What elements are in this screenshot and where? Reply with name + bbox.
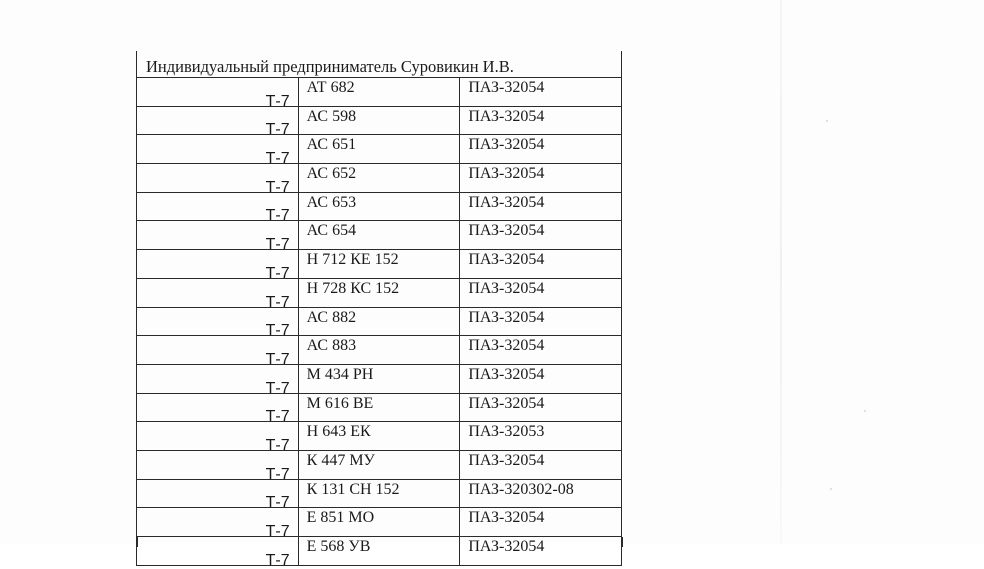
bus-model-cell: ПАЗ-32054: [460, 450, 622, 479]
route-label: Т-7: [265, 523, 290, 540]
plate-number-cell: Е 568 УВ: [298, 537, 460, 566]
route-cell: [137, 250, 299, 282]
bus-model-cell: ПАЗ-32054: [460, 135, 622, 164]
route-label: Т-7: [265, 207, 290, 225]
route-cell: [137, 393, 299, 426]
plate-number-cell: АС 883: [298, 336, 460, 365]
bus-model-cell: ПАЗ-32054: [460, 164, 622, 193]
bus-model-cell: ПАЗ-32054: [460, 307, 622, 336]
plate-number-cell: Е 851 МО: [298, 508, 460, 537]
plate-number-cell: Н 643 ЕК: [298, 422, 460, 451]
plate-number-cell: АС 654: [298, 221, 460, 250]
table-row: [137, 164, 622, 193]
table-row: [137, 250, 622, 279]
bus-model-cell: ПАЗ-32054: [460, 278, 622, 307]
table-row: [137, 135, 622, 164]
table-row: [137, 307, 622, 336]
plate-number-cell: М 616 ВЕ: [298, 393, 460, 422]
scan-speck: [864, 410, 866, 412]
table-row: [137, 192, 622, 221]
route-cell: [137, 422, 299, 454]
plate-number-cell: АС 882: [298, 307, 460, 336]
scan-speck: [830, 488, 832, 490]
route-cell: [137, 221, 299, 254]
plate-number-cell: АТ 682: [298, 78, 460, 107]
route-label: Т-7: [265, 236, 290, 254]
plate-number-cell: АС 651: [298, 135, 460, 164]
plate-number-cell: Н 728 КС 152: [298, 278, 460, 307]
route-cell: [137, 364, 299, 397]
route-cell: [137, 164, 299, 196]
table-row: [137, 364, 622, 393]
route-cell: [137, 508, 299, 540]
route-cell: [137, 479, 299, 512]
route-label: Т-7: [265, 465, 290, 483]
bus-model-cell: ПАЗ-32054: [460, 537, 622, 566]
table-right-border-tail: [621, 537, 623, 547]
scan-speck: [826, 120, 828, 122]
table-row: [137, 78, 622, 107]
route-label: Т-7: [265, 379, 290, 397]
entrepreneur-title: Индивидуальный предприниматель Суровикин И.В.: [137, 51, 622, 78]
route-cell: [137, 537, 299, 569]
bus-model-cell: ПАЗ-32054: [460, 336, 622, 365]
route-label: Т-7: [265, 92, 290, 110]
route-cell: [137, 192, 299, 225]
table-row: [137, 479, 622, 508]
route-label: Т-7: [265, 408, 290, 426]
table-row: [137, 393, 622, 422]
plate-number-cell: АС 653: [298, 192, 460, 221]
route-cell: [137, 78, 299, 110]
route-label: Т-7: [265, 322, 290, 340]
plate-number-cell: АС 598: [298, 106, 460, 135]
route-cell: [137, 106, 299, 139]
plate-number-cell: М 434 РН: [298, 364, 460, 393]
bus-model-cell: ПАЗ-320302-08: [460, 479, 622, 508]
scan-fold-mark: [780, 0, 782, 544]
bus-model-cell: ПАЗ-32054: [460, 106, 622, 135]
table-row: [137, 221, 622, 250]
plate-number-cell: Н 712 КЕ 152: [298, 250, 460, 279]
table-row: [137, 336, 622, 365]
table-row: [137, 278, 622, 307]
route-cell: [137, 278, 299, 311]
bus-model-cell: ПАЗ-32054: [460, 221, 622, 250]
plate-number-cell: К 131 СН 152: [298, 479, 460, 508]
route-label: Т-7: [265, 293, 290, 311]
table-row: [137, 422, 622, 451]
table-row: [137, 106, 622, 135]
plate-number-cell: АС 652: [298, 164, 460, 193]
route-label: Т-7: [265, 264, 290, 282]
bus-model-cell: ПАЗ-32054: [460, 250, 622, 279]
route-label: Т-7: [265, 436, 290, 454]
table-row: [137, 508, 622, 537]
route-cell: [137, 307, 299, 340]
bus-model-cell: ПАЗ-32053: [460, 422, 622, 451]
route-label: Т-7: [265, 121, 290, 139]
route-label: Т-7: [265, 494, 290, 512]
route-cell: [137, 336, 299, 368]
bus-model-cell: ПАЗ-32054: [460, 393, 622, 422]
vehicle-table: [136, 51, 622, 569]
table-left-border-tail: [136, 537, 138, 547]
route-cell: [137, 450, 299, 483]
route-label: Т-7: [265, 551, 290, 569]
bus-model-cell: ПАЗ-32054: [460, 78, 622, 107]
table-header-row: [137, 51, 622, 78]
route-label: Т-7: [265, 150, 290, 168]
route-label: Т-7: [265, 178, 290, 196]
bus-model-cell: ПАЗ-32054: [460, 364, 622, 393]
plate-number-cell: К 447 МУ: [298, 450, 460, 479]
bus-model-cell: ПАЗ-32054: [460, 192, 622, 221]
table-row: [137, 537, 622, 566]
table-row: [137, 450, 622, 479]
route-label: Т-7: [265, 350, 290, 368]
route-cell: [137, 135, 299, 168]
bus-model-cell: ПАЗ-32054: [460, 508, 622, 537]
